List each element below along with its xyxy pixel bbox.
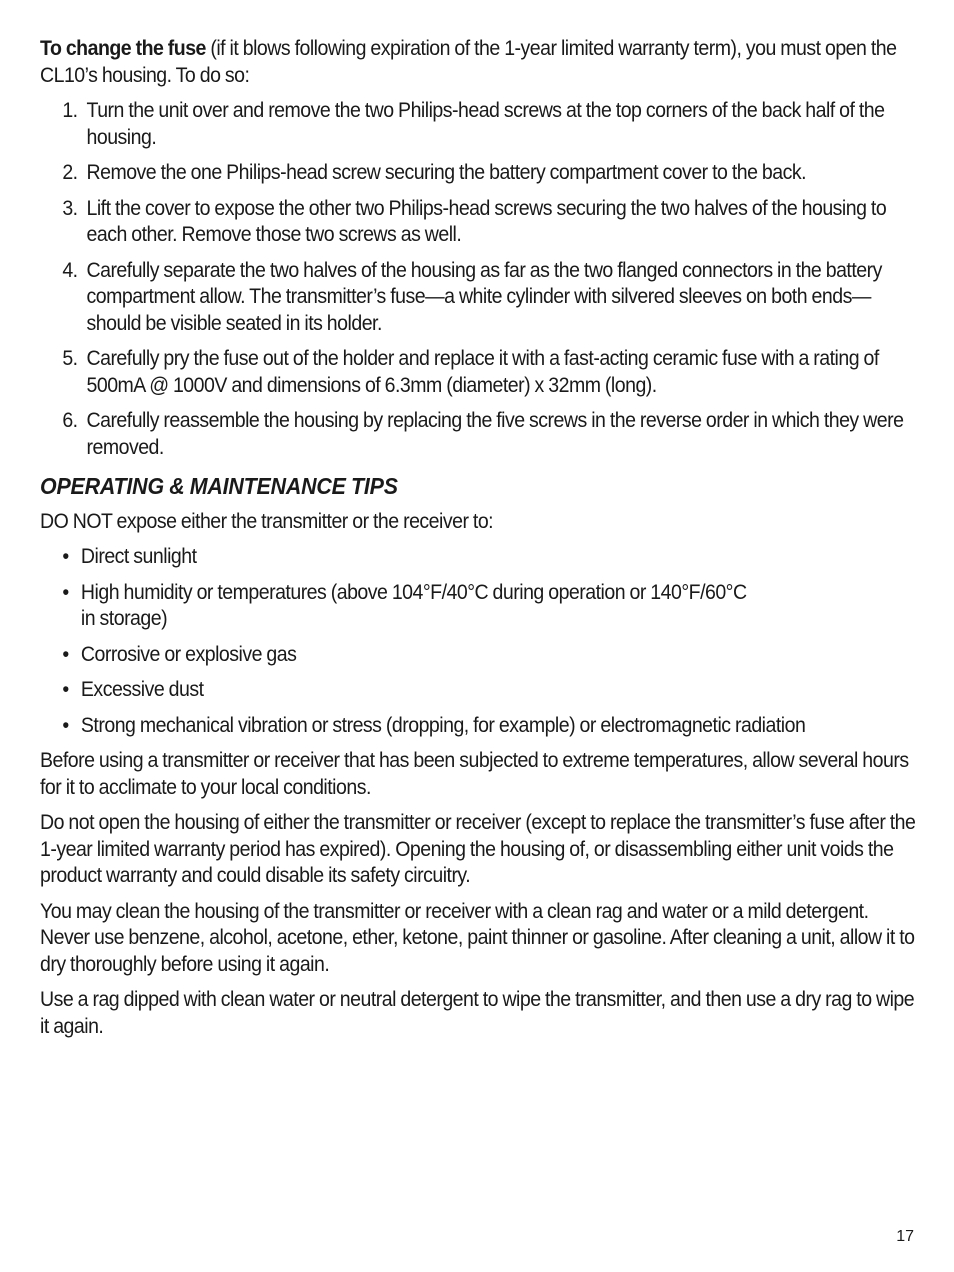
wipe-paragraph: Use a rag dipped with clean water or neutral detergent to wipe the transmitter, and then use a dry rag to wipe it again. bbox=[40, 988, 915, 1038]
step-number: 6. bbox=[62, 409, 78, 432]
list-item bbox=[40, 713, 920, 740]
bullet-text: Corrosive or explosive gas bbox=[80, 642, 297, 666]
do-not-intro: DO NOT expose either the transmitter or the receiver to: bbox=[40, 509, 494, 533]
manual-page bbox=[40, 36, 920, 1049]
bullet-text: Excessive dust bbox=[80, 678, 204, 701]
bullet-text: High humidity or temperatures (above 104°F/40°C during operation or 140°F/60°C bbox=[80, 580, 747, 604]
list-item bbox=[40, 346, 920, 399]
list-item bbox=[40, 544, 920, 571]
bullet-glyph: • bbox=[62, 713, 69, 737]
list-item bbox=[40, 677, 920, 704]
bullet-text: Strong mechanical vibration or stress (dropping, for example) or electromagnetic radiation bbox=[80, 713, 806, 737]
housing-warning-paragraph: Do not open the housing of either the transmitter or receiver (except to replace the transmitter’s fuse after the 1-year limited warranty period has expired). Opening the housing of, or disassembling either unit voids the product warranty and could disable its safety circuitry. bbox=[40, 811, 916, 887]
fuse-intro-paragraph bbox=[40, 36, 920, 89]
fuse-steps-list bbox=[40, 98, 920, 461]
section-heading: OPERATING & MAINTENANCE TIPS bbox=[40, 473, 398, 499]
list-item bbox=[40, 98, 920, 151]
step-text: Carefully separate the two halves of the housing as far as the two flanged connectors in the battery compartment allow. The transmitter’s fuse—a white cylinder with silvered sleeves on both ends—should be visible seated in its holder. bbox=[86, 258, 882, 335]
list-item bbox=[40, 580, 920, 633]
bullet-text: Direct sunlight bbox=[80, 545, 197, 568]
step-text: Turn the unit over and remove the two Philips-head screws at the top corners of the back half of the housing. bbox=[86, 99, 885, 149]
step-text: Lift the cover to expose the other two Philips-head screws securing the two halves of the housing to each other. Remove those two screws as well. bbox=[86, 196, 887, 246]
step-number: 5. bbox=[62, 347, 78, 370]
step-number: 2. bbox=[62, 161, 78, 184]
step-number: 3. bbox=[62, 196, 78, 220]
bullet-glyph: • bbox=[62, 545, 69, 568]
bullet-glyph: • bbox=[62, 580, 69, 604]
acclimate-paragraph: Before using a transmitter or receiver that has been subjected to extreme temperatures, allow several hours for it to acclimate to your local conditions. bbox=[40, 749, 909, 799]
cleaning-paragraph: You may clean the housing of the transmitter or receiver with a clean rag and water or a mild detergent. Never use benzene, alcohol, acetone, ether, ketone, paint thinner or gasoline. After cleaning a unit, allow it to dry thoroughly before using it again. bbox=[40, 899, 915, 976]
bullet-text-continued: in storage) bbox=[80, 607, 168, 630]
step-text: Carefully pry the fuse out of the holder and replace it with a fast-acting ceramic fuse with a rating of 500mA @ 1000V and dimensions of 6.3mm (diameter) x 32mm (long). bbox=[86, 347, 879, 397]
page-number: 17 bbox=[896, 1228, 914, 1245]
exposure-bullets-list bbox=[40, 544, 920, 739]
step-text: Carefully reassemble the housing by replacing the five screws in the reverse order in which they were removed. bbox=[86, 409, 904, 459]
list-item bbox=[40, 258, 920, 338]
step-number: 1. bbox=[62, 99, 78, 122]
fuse-intro-text: (if it blows following expiration of the 1-year limited warranty term), you must open the CL10’s housing. To do so: bbox=[40, 37, 897, 87]
step-text: Remove the one Philips-head screw securing the battery compartment cover to the back. bbox=[86, 161, 807, 184]
list-item bbox=[40, 196, 920, 249]
fuse-intro-lead: To change the fuse bbox=[40, 37, 206, 60]
step-number: 4. bbox=[62, 258, 78, 282]
list-item bbox=[40, 642, 920, 669]
list-item bbox=[40, 160, 920, 187]
bullet-glyph: • bbox=[62, 678, 69, 701]
bullet-glyph: • bbox=[62, 642, 69, 666]
list-item bbox=[40, 408, 920, 461]
